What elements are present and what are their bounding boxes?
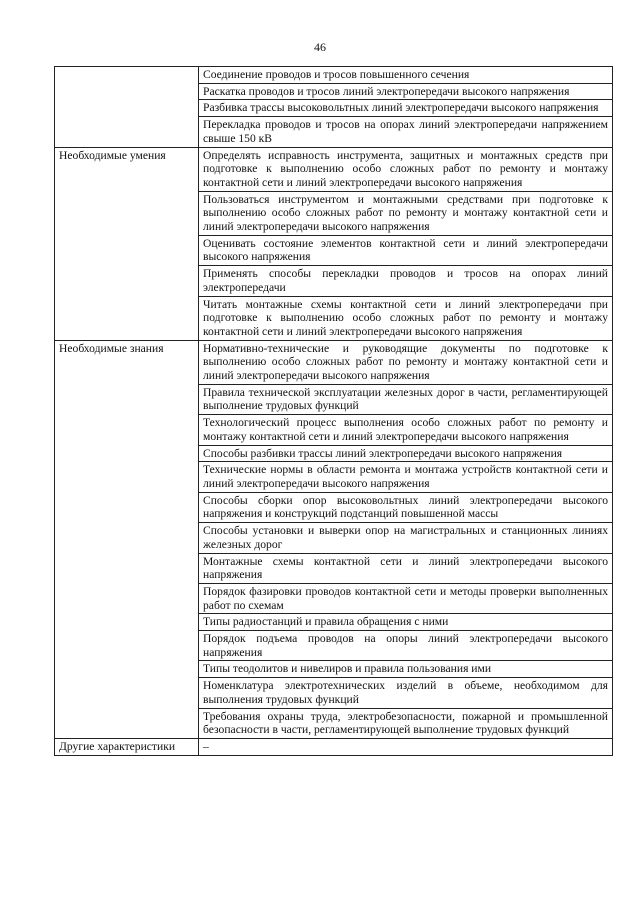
table-row	[55, 147, 613, 191]
section-label	[55, 67, 199, 148]
requirement-item: –	[199, 738, 613, 755]
requirement-item: Типы теодолитов и нивелиров и правила пользования ими	[199, 661, 613, 678]
section-label: Другие характеристики	[55, 738, 199, 755]
requirement-item: Типы радиостанций и правила обращения с ними	[199, 614, 613, 631]
requirement-item: Способы сборки опор высоковольтных линий электропередачи высокого напряжения и конструкций подстанций повышенной массы	[199, 492, 613, 522]
requirement-item: Способы установки и выверки опор на магистральных и станционных линиях железных дорог	[199, 523, 613, 553]
requirements-table	[54, 66, 613, 756]
requirement-item: Оценивать состояние элементов контактной сети и линий электропередачи высокого напряжения	[199, 235, 613, 265]
requirement-item: Нормативно-технические и руководящие документы по подготовке к выполнению особо сложных работ по ремонту и монтажу контактной сети и линий электропередачи высокого напряжения	[199, 340, 613, 384]
requirement-item: Применять способы перекладки проводов и тросов на опорах линий электропередачи	[199, 266, 613, 296]
requirement-item: Разбивка трассы высоковольтных линий электропередачи высокого напряжения	[199, 100, 613, 117]
requirement-item: Технические нормы в области ремонта и монтажа устройств контактной сети и линий электропередачи высокого напряжения	[199, 462, 613, 492]
requirement-item: Пользоваться инструментом и монтажными средствами при подготовке к выполнению особо сложных работ по ремонту и монтажу контактной сети и линий электропередачи высокого напряжения	[199, 191, 613, 235]
requirement-item: Требования охраны труда, электробезопасности, пожарной и промышленной безопасности в части, регламентирующей выполнение трудовых функций	[199, 708, 613, 738]
requirement-item: Соединение проводов и тросов повышенного сечения	[199, 67, 613, 84]
requirement-item: Порядок подъема проводов на опоры линий электропередачи высокого напряжения	[199, 631, 613, 661]
table-row	[55, 340, 613, 384]
requirement-item: Способы разбивки трассы линий электропередачи высокого напряжения	[199, 445, 613, 462]
section-label: Необходимые умения	[55, 147, 199, 340]
page-number: 46	[314, 40, 326, 54]
requirement-item: Монтажные схемы контактной сети и линий электропередачи высокого напряжения	[199, 553, 613, 583]
requirement-item: Раскатка проводов и тросов линий электропередачи высокого напряжения	[199, 83, 613, 100]
table-row	[55, 738, 613, 755]
requirement-item: Технологический процесс выполнения особо сложных работ по ремонту и монтажу контактной сети и линий электропередачи высокого напряжения	[199, 415, 613, 445]
requirement-item: Определять исправность инструмента, защитных и монтажных средств при подготовке к выполнению особо сложных работ по ремонту и монтажу контактной сети и линий электропередачи высокого напряжения	[199, 147, 613, 191]
table-row	[55, 67, 613, 84]
requirement-item: Перекладка проводов и тросов на опорах линий электропередачи напряжением свыше 150 кВ	[199, 117, 613, 147]
section-label: Необходимые знания	[55, 340, 199, 738]
requirement-item: Читать монтажные схемы контактной сети и линий электропередачи при подготовке к выполнению особо сложных работ по ремонту и монтажу контактной сети и линий электропередачи высокого напряжения	[199, 296, 613, 340]
requirement-item: Правила технической эксплуатации железных дорог в части, регламентирующей выполнение трудовых функций	[199, 384, 613, 414]
requirement-item: Номенклатура электротехнических изделий в объеме, необходимом для выполнения трудовых функций	[199, 678, 613, 708]
requirement-item: Порядок фазировки проводов контактной сети и методы проверки выполненных работ по схемам	[199, 583, 613, 613]
